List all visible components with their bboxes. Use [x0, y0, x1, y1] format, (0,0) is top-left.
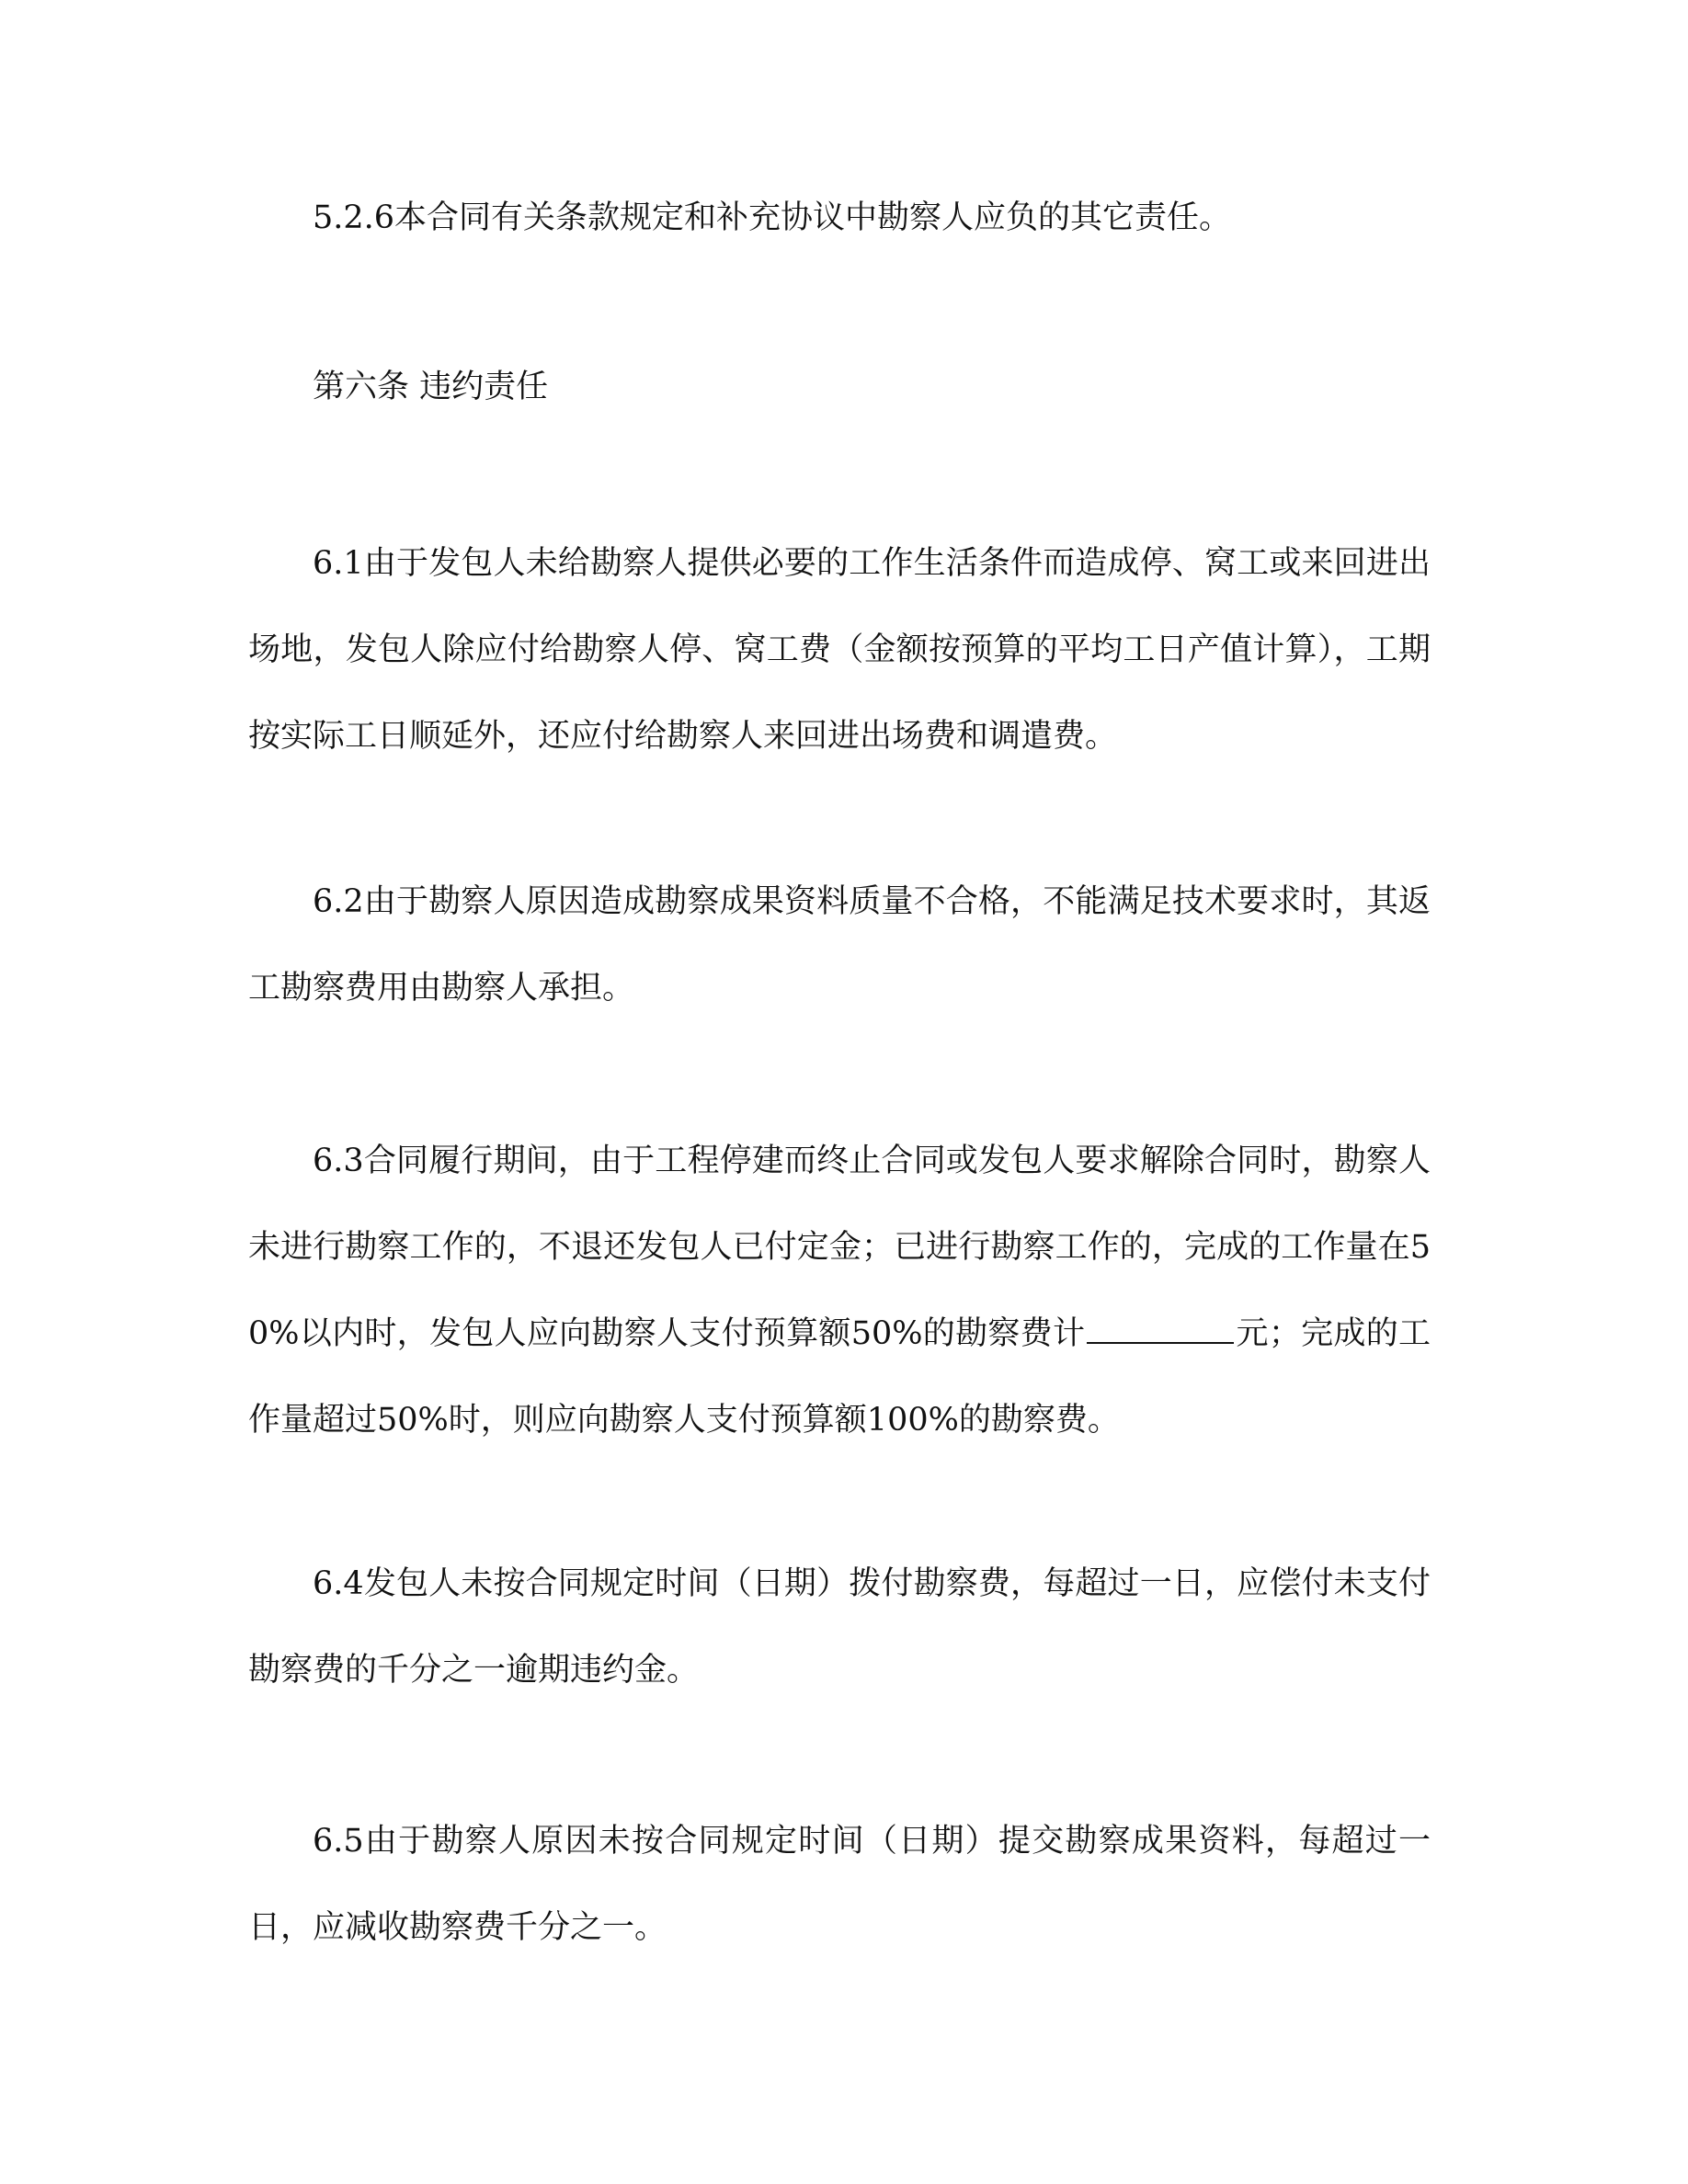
clause-6-1: 6.1由于发包人未给勘察人提供必要的工作生活条件而造成停、窝工或来回进出场地，发包人除应付给勘察人停、窝工费（金额按预算的平均工日产值计算），工期按实际工日顺延外，还应付给勘察人来回进出场费和调遣费。 — [248, 545, 1431, 755]
clause-6-5: 6.5由于勘察人原因未按合同规定时间（日期）提交勘察成果资料，每超过一日，应减收勘察费千分之一。 — [248, 1823, 1431, 1946]
clause-6-3-text-before-blank: 6.3合同履行期间，由于工程停建而终止合同或发包人要求解除合同时，勘察人未进行勘察工作的，不退还发包人已付定金；已进行勘察工作的，完成的工作量在50%以内时，发包人应向勘察人支付预算额50%的勘察费计 — [248, 1143, 1431, 1352]
clause-6-4: 6.4发包人未按合同规定时间（日期）拨付勘察费，每超过一日，应偿付未支付勘察费的千分之一逾期违约金。 — [248, 1565, 1431, 1689]
clause-6-2: 6.2由于勘察人原因造成勘察成果资料质量不合格，不能满足技术要求时，其返工勘察费用由勘察人承担。 — [248, 883, 1431, 1007]
clause-6-3 — [248, 1118, 1431, 1463]
article-6-heading: 第六条 违约责任 — [313, 369, 549, 405]
amount-blank — [1087, 1342, 1234, 1344]
clause-5-2-6: 5.2.6本合同有关条款规定和补充协议中勘察人应负的其它责任。 — [313, 199, 1232, 236]
clause-6-3-text-after-blank: 元；完成的工作量超过50%时，则应向勘察人支付预算额100%的勘察费。 — [248, 1315, 1431, 1439]
